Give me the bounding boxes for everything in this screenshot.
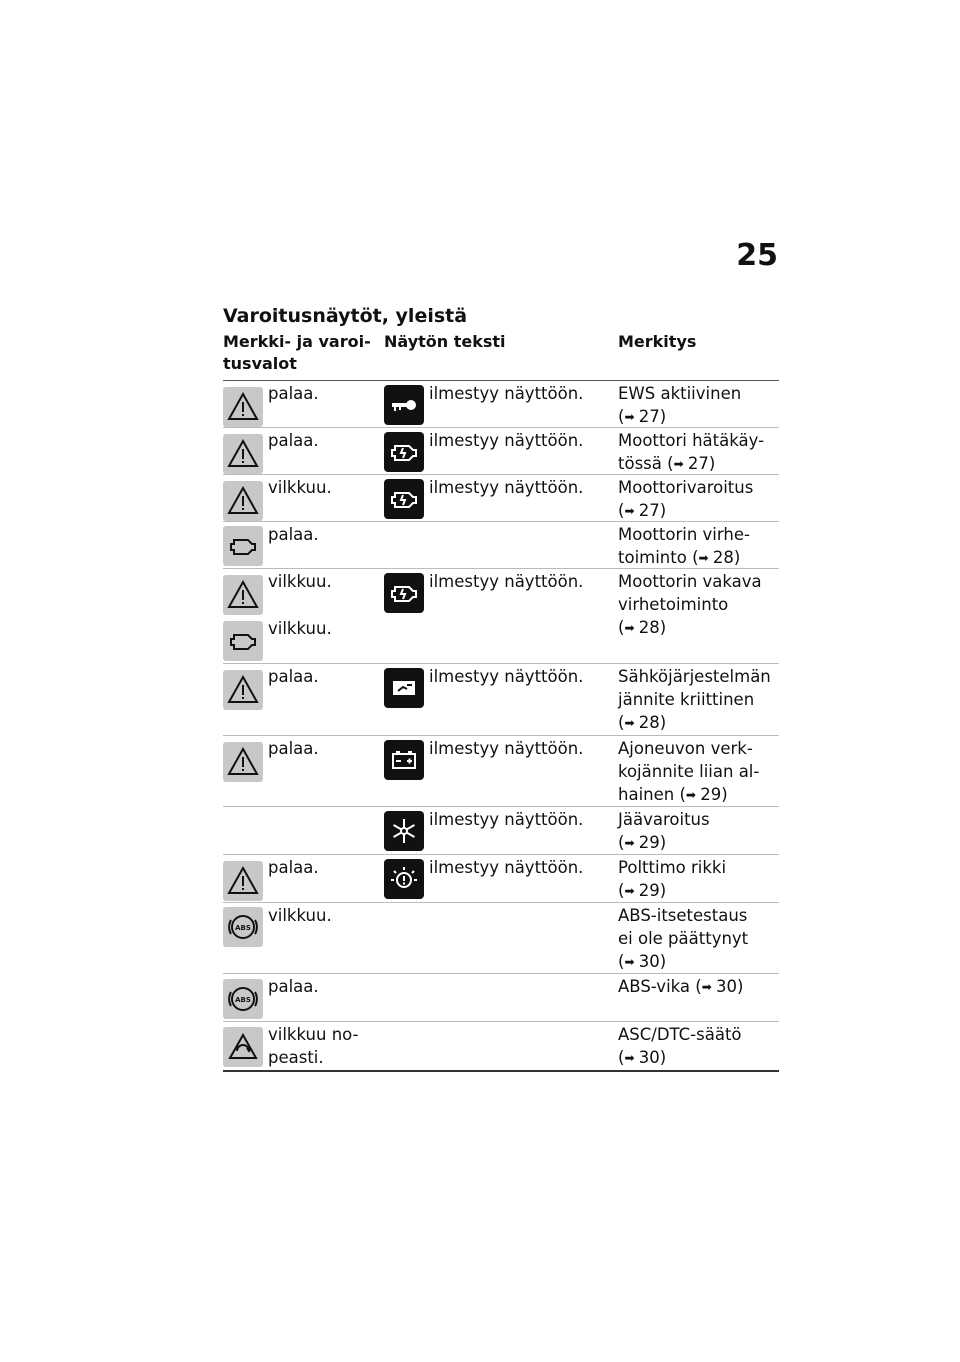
status-text: vilkkuu. — [268, 906, 332, 925]
meaning-line: Ajoneuvon verk- — [618, 739, 753, 758]
display-text: ilmestyy näyttöön. — [429, 431, 584, 450]
warning-triangle-icon — [223, 481, 263, 521]
meaning-text — [618, 570, 778, 640]
status-text: palaa. — [268, 384, 319, 403]
warning-table — [223, 380, 779, 1072]
header-col1-line1: Merkki- ja varoi- — [223, 332, 371, 351]
status-line: peasti. — [268, 1048, 324, 1067]
page-ref: 29) — [700, 785, 728, 804]
voltage-icon — [384, 668, 424, 708]
snowflake-icon — [384, 811, 424, 851]
table-header — [223, 331, 779, 379]
reference-arrow-icon: ➡ — [624, 955, 634, 969]
reference-arrow-icon: ➡ — [624, 716, 634, 730]
bulb-icon — [384, 859, 424, 899]
meaning-ref — [618, 783, 778, 807]
meaning-ref — [618, 711, 778, 735]
meaning-ref — [618, 950, 778, 974]
page-number: 25 — [736, 238, 778, 273]
display-text: ilmestyy näyttöön. — [429, 478, 584, 497]
display-text: ilmestyy näyttöön. — [429, 810, 584, 829]
page-ref: 28) — [712, 548, 741, 567]
display-text: ilmestyy näyttöön. — [429, 858, 584, 877]
display-text: ilmestyy näyttöön. — [429, 384, 584, 403]
meaning-ref — [618, 879, 778, 903]
reference-arrow-icon: ➡ — [698, 551, 708, 565]
meaning-line: Moottorivaroitus — [618, 478, 754, 497]
meaning-text — [618, 382, 778, 429]
stability-control-icon — [223, 1027, 263, 1067]
header-col1 — [223, 331, 371, 375]
ref-open: ( — [618, 618, 625, 637]
status-text: vilkkuu. — [268, 572, 332, 591]
meaning-ref — [618, 452, 778, 476]
ref-open: ( — [618, 833, 625, 852]
table-row — [223, 855, 779, 903]
ref-open: ( — [618, 952, 625, 971]
page-ref: 30) — [638, 952, 667, 971]
meaning-ref — [618, 616, 778, 640]
table-row — [223, 664, 779, 736]
ref-open: ( — [618, 713, 625, 732]
meaning-ref — [618, 831, 778, 855]
table-row — [223, 381, 779, 428]
page-ref: 29) — [638, 881, 667, 900]
engine-icon — [384, 432, 424, 472]
meaning-ref — [618, 546, 778, 570]
reference-arrow-icon: ➡ — [624, 621, 634, 635]
warning-triangle-icon — [223, 742, 263, 782]
key-icon — [384, 385, 424, 425]
ref-open: ( — [618, 881, 625, 900]
reference-arrow-icon: ➡ — [624, 836, 634, 850]
table-row — [223, 736, 779, 807]
status-text: vilkkuu. — [268, 619, 332, 638]
status-text — [268, 1023, 359, 1069]
ref-open: tössä ( — [618, 454, 674, 473]
warning-triangle-icon — [223, 861, 263, 901]
meaning-line: ASC/DTC-säätö — [618, 1025, 742, 1044]
page-ref: 28) — [638, 618, 667, 637]
meaning-line: virhetoiminto — [618, 595, 729, 614]
warning-triangle-icon — [223, 434, 263, 474]
ref-open: ( — [618, 501, 625, 520]
meaning-text — [618, 904, 778, 974]
reference-arrow-icon: ➡ — [673, 457, 683, 471]
table-row — [223, 475, 779, 522]
ref-open: toiminto ( — [618, 548, 699, 567]
meaning-text — [618, 737, 778, 807]
table-row — [223, 1022, 779, 1070]
engine-warning-icon — [223, 621, 263, 661]
meaning-line: Sähköjärjestelmän — [618, 667, 771, 686]
header-col3: Merkitys — [618, 332, 697, 351]
meaning-text — [618, 856, 778, 903]
meaning-line: ABS-vika ( — [618, 977, 702, 996]
status-text: vilkkuu. — [268, 478, 332, 497]
warning-triangle-icon — [223, 575, 263, 615]
abs-icon — [223, 907, 263, 947]
meaning-text — [618, 975, 778, 999]
table-row — [223, 428, 779, 475]
engine-icon — [384, 573, 424, 613]
page-ref: 27) — [638, 407, 667, 426]
meaning-ref — [618, 1046, 778, 1070]
header-col1-line2: tusvalot — [223, 354, 297, 373]
reference-arrow-icon: ➡ — [624, 884, 634, 898]
warning-triangle-icon — [223, 387, 263, 427]
meaning-text — [618, 523, 778, 570]
status-text: palaa. — [268, 977, 319, 996]
page-ref: 29) — [638, 833, 667, 852]
page-ref: 30) — [638, 1048, 667, 1067]
meaning-text — [618, 476, 778, 523]
engine-icon — [384, 479, 424, 519]
reference-arrow-icon: ➡ — [701, 980, 711, 994]
meaning-text — [618, 429, 778, 476]
page-ref: 28) — [638, 713, 667, 732]
header-col2: Näytön teksti — [384, 332, 506, 351]
warning-triangle-icon — [223, 670, 263, 710]
status-text: palaa. — [268, 431, 319, 450]
display-text: ilmestyy näyttöön. — [429, 572, 584, 591]
table-row — [223, 974, 779, 1022]
page-ref: 27) — [638, 501, 667, 520]
status-text: palaa. — [268, 858, 319, 877]
table-row — [223, 522, 779, 569]
battery-icon — [384, 740, 424, 780]
ref-open: ( — [618, 1048, 625, 1067]
table-row — [223, 569, 779, 664]
meaning-line: Jäävaroitus — [618, 810, 710, 829]
meaning-ref — [618, 499, 778, 523]
status-text: palaa. — [268, 667, 319, 686]
meaning-line: ei ole päättynyt — [618, 929, 749, 948]
ref-open: ( — [618, 407, 625, 426]
meaning-ref — [618, 975, 778, 999]
meaning-line: Moottori hätäkäy- — [618, 431, 765, 450]
meaning-ref — [618, 405, 778, 429]
reference-arrow-icon: ➡ — [624, 504, 634, 518]
meaning-line: EWS aktiivinen — [618, 384, 742, 403]
status-line: vilkkuu no- — [268, 1025, 359, 1044]
meaning-line: Moottorin vakava — [618, 572, 762, 591]
meaning-line: ABS-itsetestaus — [618, 906, 748, 925]
table-row — [223, 903, 779, 974]
engine-warning-icon — [223, 526, 263, 566]
meaning-line: jännite kriittinen — [618, 690, 755, 709]
meaning-text — [618, 1023, 778, 1070]
reference-arrow-icon: ➡ — [685, 788, 695, 802]
section-title: Varoitusnäytöt, yleistä — [223, 305, 468, 327]
status-text: palaa. — [268, 739, 319, 758]
reference-arrow-icon: ➡ — [624, 410, 634, 424]
display-text: ilmestyy näyttöön. — [429, 739, 584, 758]
reference-arrow-icon: ➡ — [624, 1051, 634, 1065]
ref-open: hainen ( — [618, 785, 686, 804]
page-ref: 27) — [687, 454, 716, 473]
table-row — [223, 807, 779, 855]
svg-text:ABS: ABS — [235, 996, 251, 1004]
meaning-line: Polttimo rikki — [618, 858, 727, 877]
display-text: ilmestyy näyttöön. — [429, 667, 584, 686]
meaning-line: Moottorin virhe- — [618, 525, 750, 544]
page-ref: 30) — [716, 977, 744, 996]
meaning-text — [618, 665, 778, 735]
svg-text:ABS: ABS — [235, 924, 251, 932]
meaning-line: kojännite liian al- — [618, 762, 760, 781]
meaning-text — [618, 808, 778, 855]
abs-icon — [223, 979, 263, 1019]
status-text: palaa. — [268, 525, 319, 544]
